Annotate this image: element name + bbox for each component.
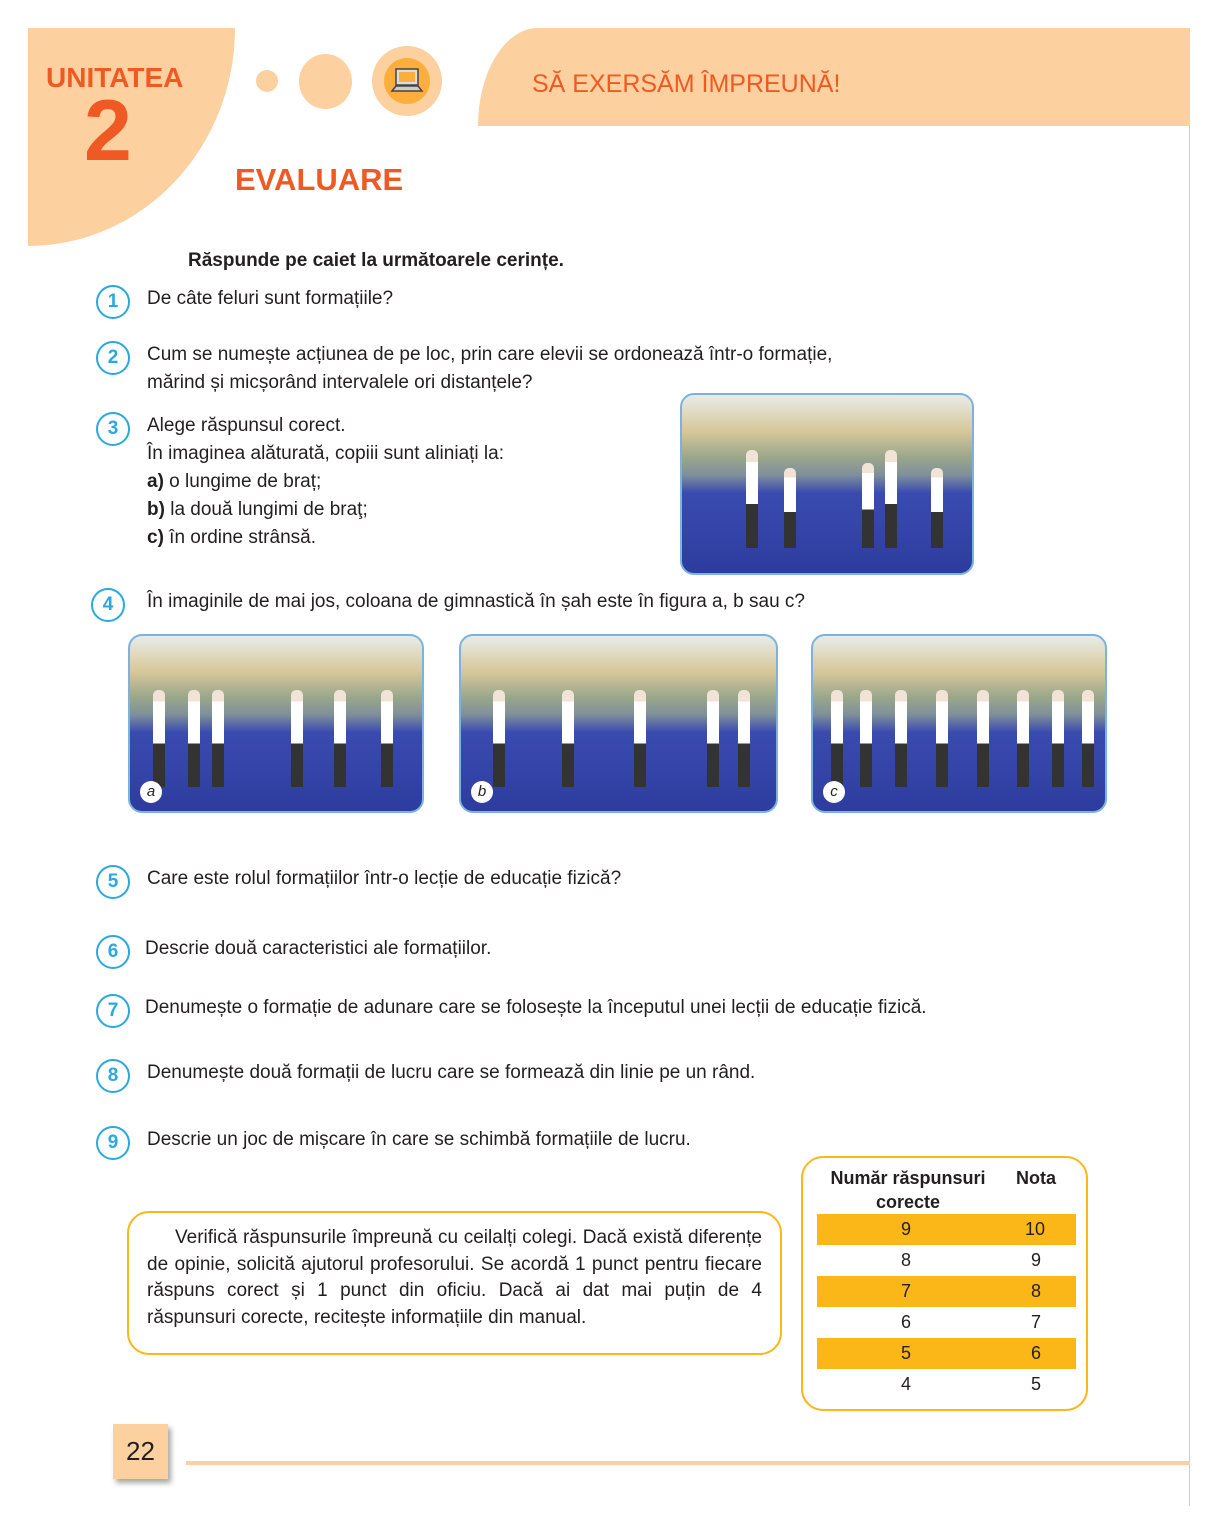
question-number: 3 — [96, 412, 130, 446]
question-number: 1 — [96, 285, 130, 319]
question-text: Denumește două formații de lucru care se formează din linie pe un rând. — [147, 1062, 756, 1083]
question-text: În imaginile de mai jos, coloana de gimnastică în șah este în figura a, b sau c? — [147, 591, 805, 612]
photo-arm-length-alignment — [680, 393, 974, 575]
question-number: 6 — [96, 935, 130, 969]
page-title: EVALUARE — [235, 162, 404, 197]
column-header-correct: Număr răspunsuri corecte — [830, 1168, 986, 1212]
footer-line — [186, 1461, 1190, 1465]
question-number: 8 — [96, 1059, 130, 1093]
option-a: a) o lungime de braț; — [147, 471, 322, 492]
figure-label: a — [140, 781, 162, 803]
figure-a — [128, 634, 424, 813]
table-row: 4 5 — [901, 1374, 1042, 1394]
question-text: Alege răspunsul corect. În imaginea alăturată, copiii sunt aliniați la: a) o lungime de braț; b) la două lungimi de braţ; c) în ordine strânsă. — [147, 412, 504, 552]
laptop-icon — [384, 58, 430, 104]
decor-dot-small — [256, 70, 278, 92]
table-row: 7 8 — [817, 1276, 1076, 1307]
question-text: Denumește o formație de adunare care se folosește la începutul unei lecții de educație fizică. — [145, 997, 927, 1018]
page-number: 22 — [113, 1424, 168, 1479]
table-row: 9 10 — [817, 1214, 1076, 1245]
figure-c — [811, 634, 1107, 813]
figure-b — [459, 634, 778, 813]
table-row: 8 9 — [901, 1250, 1042, 1270]
question-text: Descrie două caracteristici ale formațiilor. — [145, 938, 492, 959]
decor-dot-medium — [299, 54, 352, 109]
question-number: 9 — [96, 1126, 130, 1160]
figure-label: b — [471, 781, 493, 803]
question-text: Cum se numește acțiunea de pe loc, prin care elevii se ordonează într-o formație, mărind și micșorând intervalele ori distanțele? — [147, 344, 833, 393]
option-c: c) în ordine strânsă. — [147, 527, 316, 548]
question-text: De câte feluri sunt formațiile? — [147, 288, 394, 309]
question-number: 2 — [96, 341, 130, 375]
figure-label: c — [823, 781, 845, 803]
question-text: Care este rolul formațiilor într-o lecție de educație fizică? — [147, 868, 622, 889]
question-text: Descrie un joc de mișcare în care se schimbă formațiile de lucru. — [147, 1129, 691, 1150]
option-b: b) la două lungimi de braţ; — [147, 499, 368, 520]
instruction: Răspunde pe caiet la următoarele cerințe. — [188, 250, 564, 271]
column-header-grade: Nota — [1016, 1168, 1056, 1188]
question-number: 5 — [96, 865, 130, 899]
table-row: 5 6 — [817, 1338, 1076, 1369]
grading-table — [801, 1156, 1088, 1411]
question-number: 4 — [91, 588, 125, 622]
unit-label: UNITATEA — [46, 62, 184, 93]
section-title: SĂ EXERSĂM ÎMPREUNĂ! — [532, 70, 841, 98]
table-row: 6 7 — [901, 1312, 1042, 1332]
self-check-note: Verifică răspunsurile împreună cu ceilalți colegi. Dacă există diferențe de opinie, solicită ajutorul profesorului. Se acordă 1 punct pentru fiecare răspuns corect și 1 punct din oficiu. Dacă ai dat mai puțin de 4 răspunsuri corecte, recitește informațiile din manual. — [127, 1211, 782, 1355]
page-edge-line — [1189, 126, 1190, 1506]
question-number: 7 — [96, 994, 130, 1028]
unit-number: 2 — [84, 83, 132, 179]
